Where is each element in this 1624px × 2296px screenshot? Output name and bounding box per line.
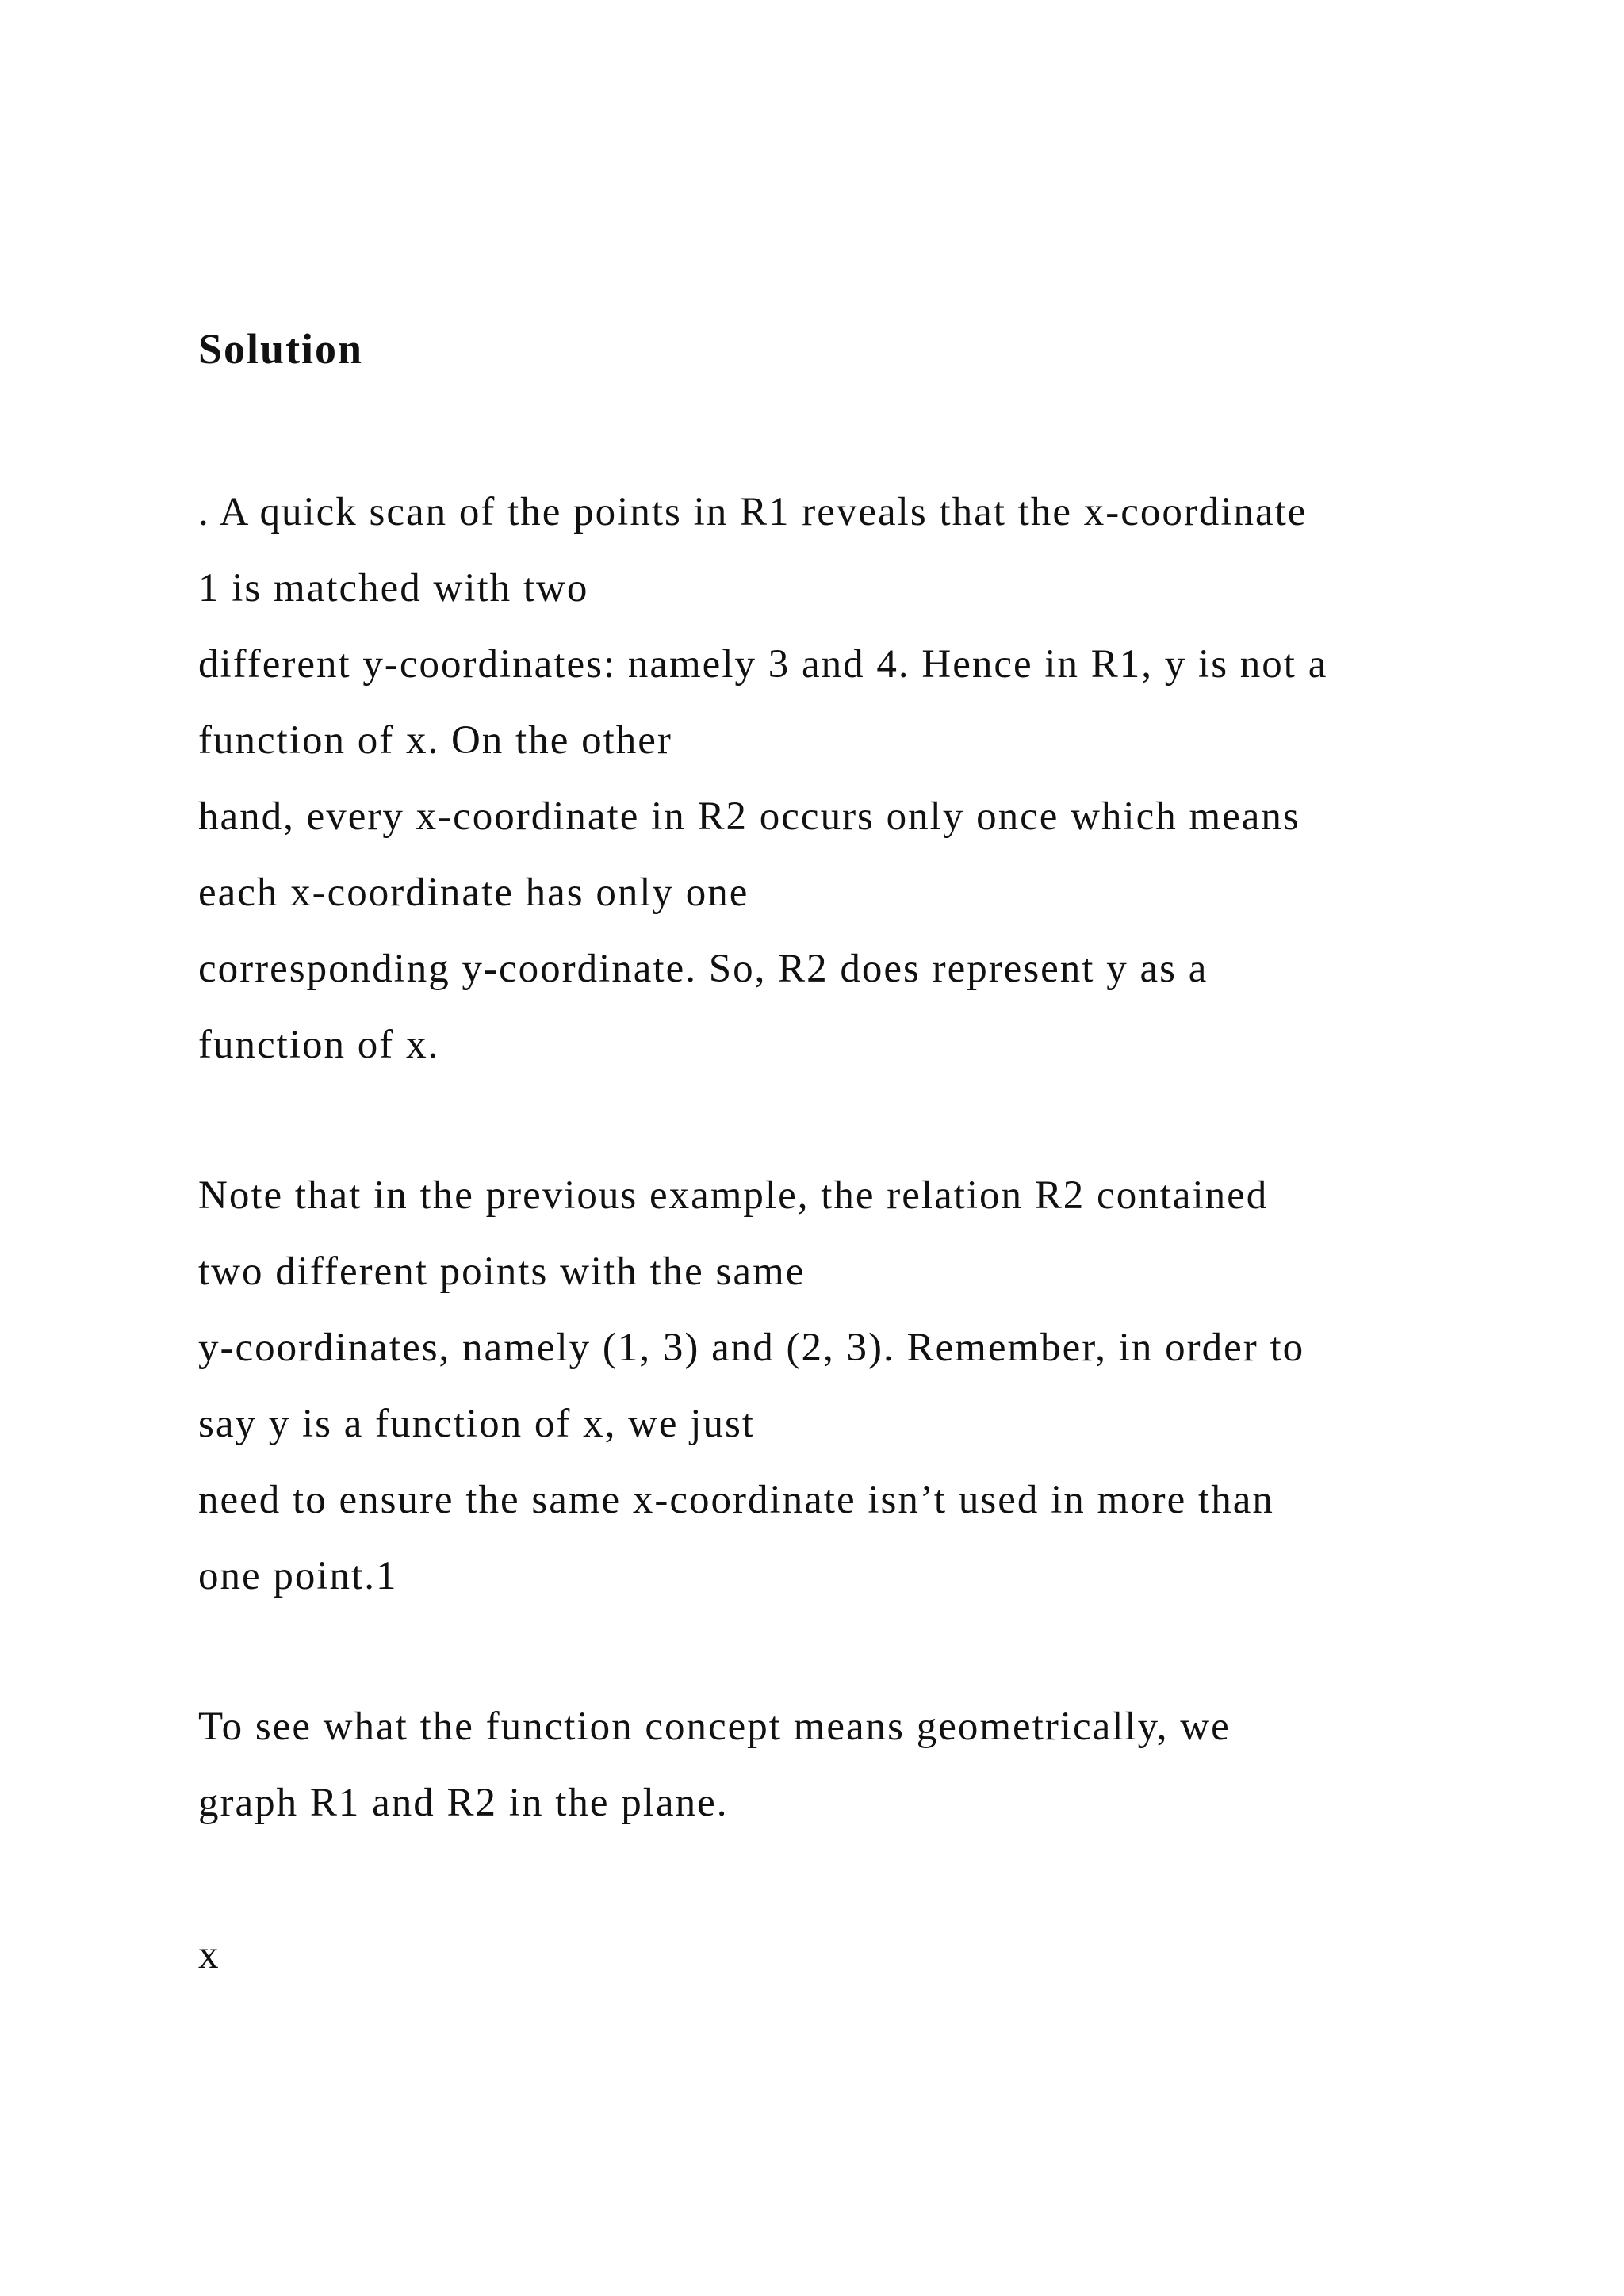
text-line: y-coordinates, namely (1, 3) and (2, 3). Remember, in order to: [198, 1326, 1305, 1370]
text-line: corresponding y-coordinate. So, R2 does represent y as a: [198, 947, 1208, 991]
text-line: one point.1: [198, 1554, 398, 1598]
text-line: graph R1 and R2 in the plane.: [198, 1781, 729, 1825]
text-line: say y is a function of x, we just: [198, 1402, 755, 1446]
text-line: To see what the function concept means geometrically, we: [198, 1705, 1231, 1749]
section-heading: Solution: [198, 325, 364, 373]
document-page: [198, 0, 1435, 2296]
paragraph-x-label: [198, 1917, 220, 1993]
text-line: hand, every x-coordinate in R2 occurs only once which means: [198, 794, 1300, 839]
paragraph-note: [198, 1158, 1304, 1614]
text-line: two different points with the same: [198, 1249, 806, 1294]
text-line: function of x.: [198, 1023, 440, 1067]
text-line: function of x. On the other: [198, 718, 672, 763]
text-line: x: [198, 1933, 220, 1977]
text-line: 1 is matched with two: [198, 566, 589, 610]
paragraph-solution: [198, 474, 1327, 1083]
paragraph-geometric: [198, 1689, 1231, 1841]
text-line: . A quick scan of the points in R1 reveals that the x-coordinate: [198, 490, 1308, 534]
text-line: Note that in the previous example, the relation R2 contained: [198, 1173, 1269, 1218]
text-line: need to ensure the same x-coordinate isn’t used in more than: [198, 1478, 1274, 1522]
text-line: different y-coordinates: namely 3 and 4. Hence in R1, y is not a: [198, 642, 1328, 687]
text-line: each x-coordinate has only one: [198, 871, 749, 915]
